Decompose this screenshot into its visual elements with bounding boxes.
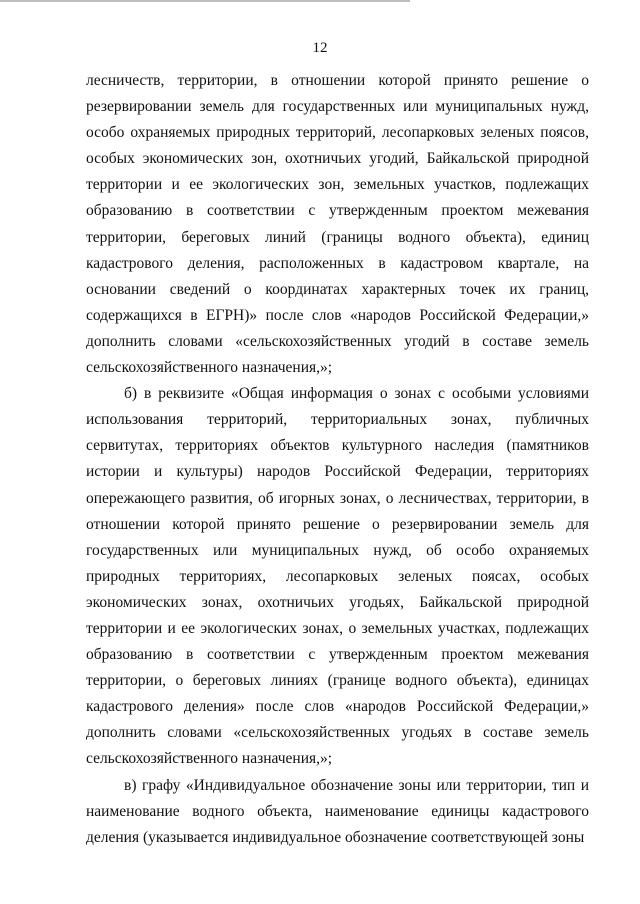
page-number: 12 xyxy=(312,40,328,56)
document-body xyxy=(86,68,589,851)
paragraph-continuation: лесничеств, территории, в отношении которой принято решение о резервировании земель для государственных или муниципальных нужд, особо охраняемых природных территорий, лесопарковых зеленых поясов, особых экономических зон, охотничьих угодий, Байкальской природной территории и ее экологических зон, земельных участков, подлежащих образованию в соответствии с утвержденным проектом межевания территории, береговых линий (границы водного объекта), единиц кадастрового деления, расположенных в кадастровом квартале, на основании сведений о координатах характерных точек их границ, содержащихся в ЕГРН)» после слов «народов Российской Федерации,» дополнить словами «сельскохозяйственных угодий в составе земель сельскохозяйственного назначения,»; xyxy=(86,72,589,377)
scan-top-rule xyxy=(0,0,410,2)
paragraph-item-v: в) графу «Индивидуальное обозначение зоны или территории, тип и наименование водного объекта, наименование единицы кадастрового деления (указывается индивидуальное обозначение соответствующей зоны xyxy=(86,776,589,846)
paragraph-item-b: б) в реквизите «Общая информация о зонах с особыми условиями использования территорий, территориальных зонах, публичных сервитутах, территориях объектов культурного наследия (памятников истории и культуры) народов Российской Федерации, территориях опережающего развития, об игорных зонах, о лесничествах, территории, в отношении которой принято решение о резервировании земель для государственных или муниципальных нужд, об особо охраняемых природных территориях, лесопарковых зеленых поясах, особых экономических зонах, охотничьих угодьях, Байкальской природной территории и ее экологических зонах, о земельных участках, подлежащих образованию в соответствии с утвержденным проектом межевания территории, о береговых линиях (границе водного объекта), единицах кадастрового деления» после слов «народов Российской Федерации,» дополнить словами «сельскохозяйственных угодьях в составе земель сельскохозяйственного назначения,»; xyxy=(86,385,589,768)
